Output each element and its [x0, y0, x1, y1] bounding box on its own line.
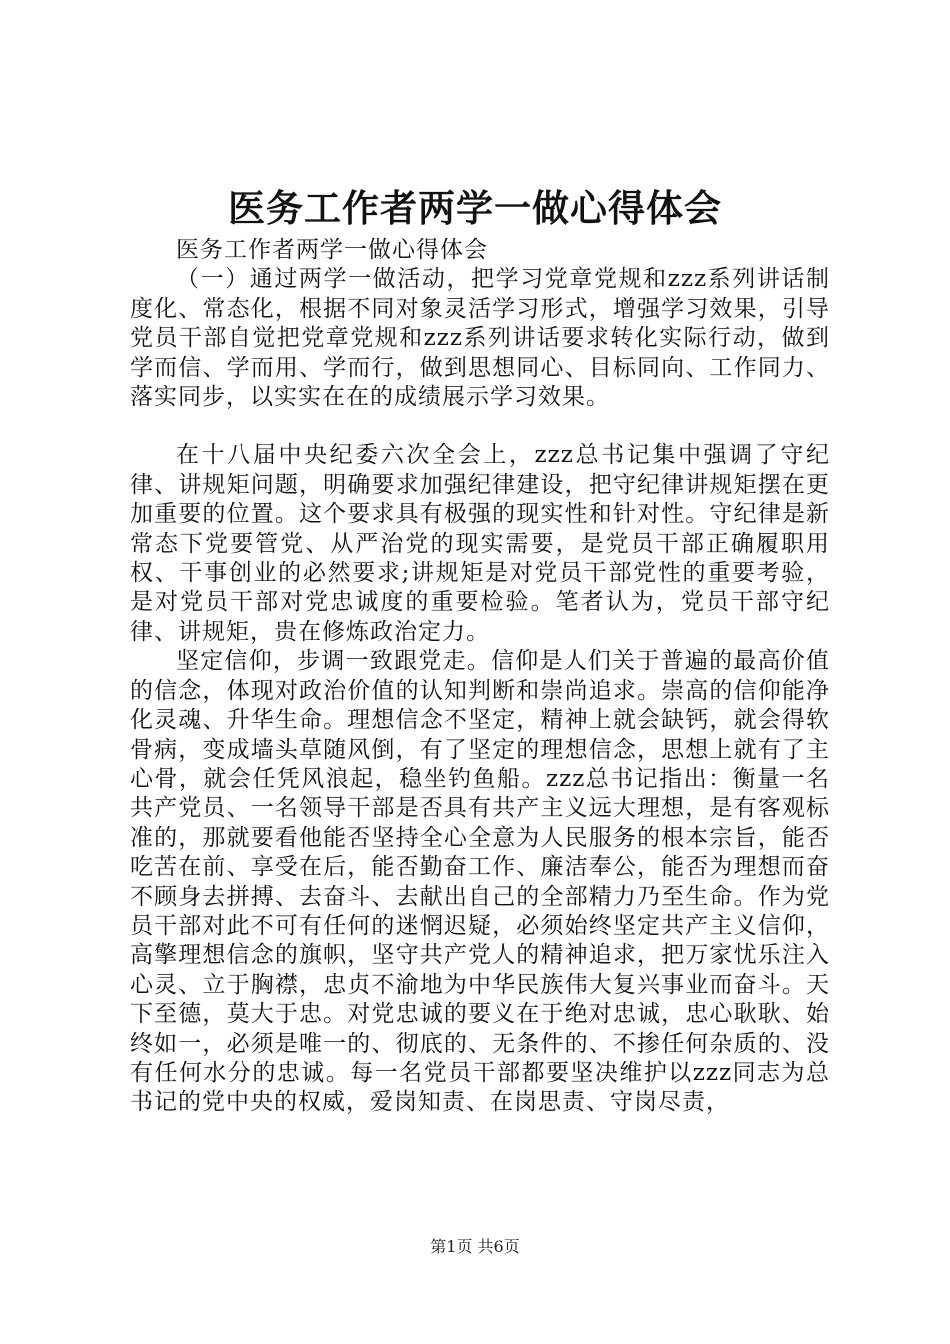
subtitle-paragraph: 医务工作者两学一做心得体会 [176, 237, 488, 263]
body-paragraph: 坚定信仰，步调一致跟党走。信仰是人们关于普遍的最高价值的信念，体现对政治价值的认知判断和崇尚追求。崇高的信仰能净化灵魂、升华生命。理想信念不坚定，精神上就会缺钙，就会得软骨病，变成墙头草随风倒，有了坚定的理想信念，思想上就有了主心骨，就会任凭风浪起，稳坐钓鱼船。zzz总书记指出：衡量一名共产党员、一名领导干部是否具有共产主义远大理想，是有客观标准的，那就要看他能否坚持全心全意为人民服务的根本宗旨，能否吃苦在前、享受在后，能否勤奋工作、廉洁奉公，能否为理想而奋不顾身去拼搏、去奋斗、去献出自己的全部精力乃至生命。作为党员干部对此不可有任何的迷惘迟疑，必须始终坚定共产主义信仰，高擎理想信念的旗帜，坚守共产党人的精神追求，把万家忧乐注入心灵、立于胸襟，忠贞不渝地为中华民族伟大复兴事业而奋斗。天下至德，莫大于忠。对党忠诚的要义在于绝对忠诚，忠心耿耿、始终如一，必须是唯一的、彻底的、无条件的、不掺任何杂质的、没有任何水分的忠诚。每一名党员干部都要坚决维护以zzz同志为总书记的党中央的权威，爱岗知责、在岗思责、守岗尽责， [130, 648, 830, 1116]
page-number-footer: 第1页 共6页 [430, 1237, 520, 1256]
body-paragraph: （一）通过两学一做活动，把学习党章党规和zzz系列讲话制度化、常态化，根据不同对象灵活学习形式，增强学习效果，引导党员干部自觉把党章党规和zzz系列讲话要求转化实际行动，做到学而信、学而用、学而行，做到思想同心、目标同向、工作同力、落实同步，以实实在在的成绩展示学习效果。 [130, 266, 830, 411]
document-title: 医务工作者两学一做心得体会 [228, 186, 722, 230]
document-body [130, 236, 830, 1118]
body-paragraph: 在十八届中央纪委六次全会上，zzz总书记集中强调了守纪律、讲规矩问题，明确要求加强纪律建设，把守纪律讲规矩摆在更加重要的位置。这个要求具有极强的现实性和针对性。守纪律是新常态下党要管党、从严治党的现实需要，是党员干部正确履职用权、干事创业的必然要求;讲规矩是对党员干部党性的重要考验，是对党员干部对党忠诚度的重要检验。笔者认为，党员干部守纪律、讲规矩，贵在修炼政治定力。 [130, 442, 830, 645]
